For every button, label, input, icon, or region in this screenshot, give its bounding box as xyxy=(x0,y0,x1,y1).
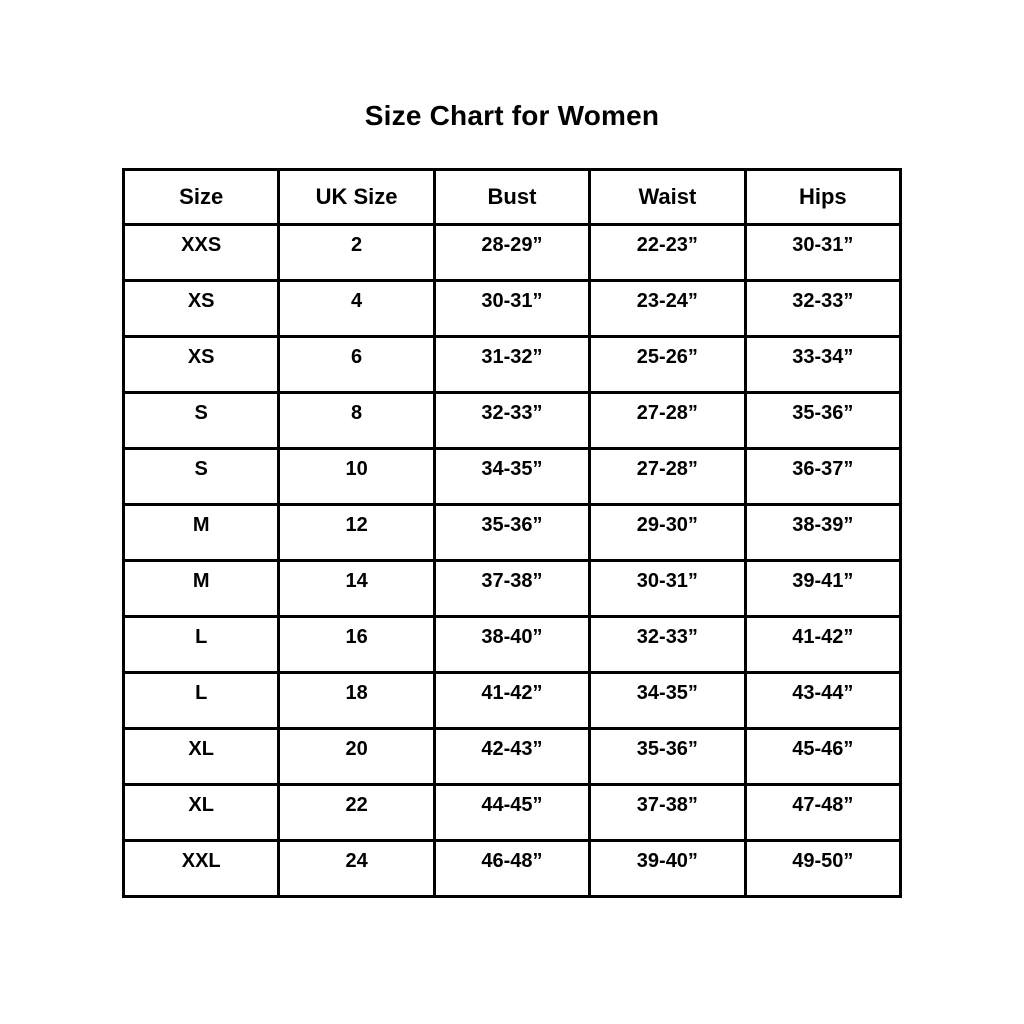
table-cell-uk-size: 8 xyxy=(279,393,434,449)
table-body xyxy=(124,225,901,897)
column-header-waist: Waist xyxy=(590,170,745,225)
table-cell-waist: 37-38” xyxy=(590,785,745,841)
page-title: Size Chart for Women xyxy=(364,100,660,131)
table-cell-uk-size: 14 xyxy=(279,561,434,617)
table-cell-waist: 22-23” xyxy=(590,225,745,281)
table-cell-bust: 34-35” xyxy=(434,449,589,505)
size-chart-table xyxy=(122,168,902,898)
table-cell-bust: 37-38” xyxy=(434,561,589,617)
table-cell-uk-size: 24 xyxy=(279,841,434,897)
table-cell-waist: 30-31” xyxy=(590,561,745,617)
table-row xyxy=(124,673,901,729)
table-cell-size: XL xyxy=(124,729,279,785)
table-cell-waist: 25-26” xyxy=(590,337,745,393)
table-cell-waist: 34-35” xyxy=(590,673,745,729)
table-cell-bust: 31-32” xyxy=(434,337,589,393)
table-cell-waist: 27-28” xyxy=(590,393,745,449)
table-cell-bust: 42-43” xyxy=(434,729,589,785)
table-row xyxy=(124,449,901,505)
header-row xyxy=(124,170,901,225)
table-cell-hips: 49-50” xyxy=(745,841,900,897)
table-row xyxy=(124,729,901,785)
table-cell-hips: 36-37” xyxy=(745,449,900,505)
table-cell-uk-size: 20 xyxy=(279,729,434,785)
table-cell-uk-size: 22 xyxy=(279,785,434,841)
column-header-bust: Bust xyxy=(434,170,589,225)
table-cell-waist: 23-24” xyxy=(590,281,745,337)
table-cell-size: S xyxy=(124,393,279,449)
table-cell-bust: 32-33” xyxy=(434,393,589,449)
table-cell-size: XL xyxy=(124,785,279,841)
table-cell-size: M xyxy=(124,505,279,561)
table-cell-waist: 29-30” xyxy=(590,505,745,561)
table-cell-bust: 46-48” xyxy=(434,841,589,897)
table-cell-bust: 28-29” xyxy=(434,225,589,281)
table-row xyxy=(124,617,901,673)
table-cell-bust: 41-42” xyxy=(434,673,589,729)
table-cell-hips: 39-41” xyxy=(745,561,900,617)
table-cell-hips: 35-36” xyxy=(745,393,900,449)
table-cell-hips: 30-31” xyxy=(745,225,900,281)
table-cell-hips: 38-39” xyxy=(745,505,900,561)
table-cell-bust: 30-31” xyxy=(434,281,589,337)
table-row xyxy=(124,785,901,841)
table-row xyxy=(124,393,901,449)
table-cell-uk-size: 4 xyxy=(279,281,434,337)
table-cell-size: XS xyxy=(124,337,279,393)
table-head xyxy=(124,170,901,225)
table-row xyxy=(124,561,901,617)
table-row xyxy=(124,841,901,897)
table-cell-bust: 38-40” xyxy=(434,617,589,673)
table-cell-uk-size: 2 xyxy=(279,225,434,281)
table-row xyxy=(124,337,901,393)
table-cell-size: L xyxy=(124,673,279,729)
table-cell-waist: 32-33” xyxy=(590,617,745,673)
table-row xyxy=(124,225,901,281)
table-cell-bust: 44-45” xyxy=(434,785,589,841)
column-header-uk-size: UK Size xyxy=(279,170,434,225)
table-cell-uk-size: 12 xyxy=(279,505,434,561)
table-cell-uk-size: 10 xyxy=(279,449,434,505)
column-header-hips: Hips xyxy=(745,170,900,225)
table-cell-uk-size: 16 xyxy=(279,617,434,673)
table-cell-uk-size: 6 xyxy=(279,337,434,393)
table-cell-hips: 45-46” xyxy=(745,729,900,785)
table-cell-waist: 39-40” xyxy=(590,841,745,897)
table-cell-size: L xyxy=(124,617,279,673)
table-cell-hips: 33-34” xyxy=(745,337,900,393)
table-cell-hips: 32-33” xyxy=(745,281,900,337)
table-cell-hips: 47-48” xyxy=(745,785,900,841)
table-cell-bust: 35-36” xyxy=(434,505,589,561)
table-cell-size: S xyxy=(124,449,279,505)
column-header-size: Size xyxy=(124,170,279,225)
table-cell-size: XXS xyxy=(124,225,279,281)
table-cell-hips: 43-44” xyxy=(745,673,900,729)
table-cell-size: XXL xyxy=(124,841,279,897)
table-row xyxy=(124,281,901,337)
table-cell-hips: 41-42” xyxy=(745,617,900,673)
table-row xyxy=(124,505,901,561)
table-cell-size: M xyxy=(124,561,279,617)
table-cell-size: XS xyxy=(124,281,279,337)
table-cell-waist: 35-36” xyxy=(590,729,745,785)
table-cell-waist: 27-28” xyxy=(590,449,745,505)
table-cell-uk-size: 18 xyxy=(279,673,434,729)
